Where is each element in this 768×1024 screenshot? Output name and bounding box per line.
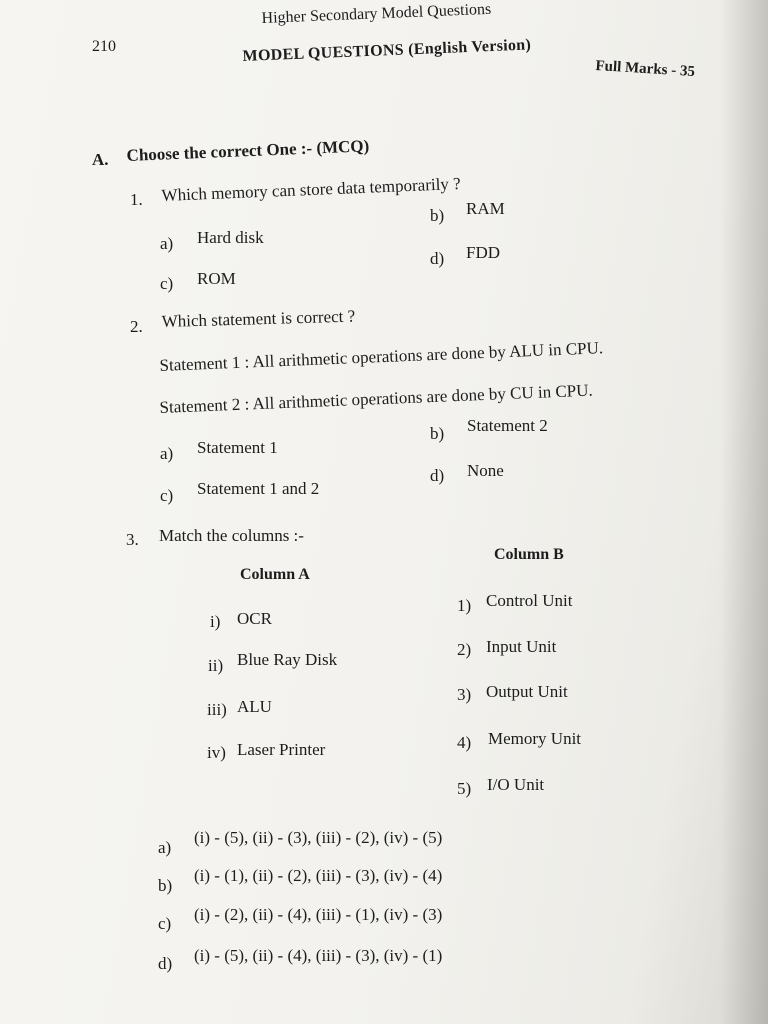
statement: Statement 2 : All arithmetic operations are done by CU in CPU.: [159, 380, 594, 418]
column-a-item: Laser Printer: [237, 740, 326, 759]
option-label: a): [158, 838, 172, 857]
column-b-label: 2): [457, 640, 472, 659]
column-a-item: Blue Ray Disk: [237, 650, 338, 669]
column-a-label: i): [210, 612, 221, 631]
section-label: A.: [92, 150, 109, 169]
column-b-title: Column B: [494, 546, 564, 563]
option-label: c): [158, 914, 172, 933]
column-b-item: Memory Unit: [488, 729, 582, 748]
column-a-label: ii): [208, 656, 224, 675]
option-label: b): [430, 424, 445, 443]
column-a-label: iii): [207, 700, 227, 719]
option-label: d): [430, 249, 445, 268]
option-text: (i) - (2), (ii) - (4), (iii) - (1), (iv) - (3): [194, 905, 443, 924]
option-text: ROM: [197, 269, 236, 288]
column-a-item: OCR: [237, 609, 272, 628]
option-label: d): [158, 954, 173, 973]
option-label: d): [430, 466, 445, 485]
page-number: 210: [92, 38, 116, 55]
option-text: Statement 1 and 2: [197, 479, 320, 498]
option-label: c): [160, 274, 174, 293]
column-b-item: Output Unit: [486, 682, 568, 701]
book-title: Higher Secondary Model Questions: [261, 0, 492, 28]
column-b-item: I/O Unit: [487, 775, 545, 794]
column-b-item: Control Unit: [486, 591, 573, 610]
question-number: 3.: [126, 530, 139, 549]
paper-title: MODEL QUESTIONS (English Version): [242, 36, 532, 66]
full-marks: Full Marks - 35: [595, 58, 696, 81]
question-number: 2.: [130, 317, 143, 336]
option-text: (i) - (5), (ii) - (3), (iii) - (2), (iv) - (5): [194, 828, 443, 847]
column-b-label: 1): [457, 596, 472, 615]
option-text: Hard disk: [197, 228, 264, 247]
option-label: b): [430, 206, 445, 225]
option-text: None: [467, 461, 504, 480]
question-text: Match the columns :-: [159, 526, 304, 545]
column-b-label: 3): [457, 685, 472, 704]
option-text: (i) - (1), (ii) - (2), (iii) - (3), (iv) - (4): [194, 866, 443, 885]
question-number: 1.: [130, 190, 143, 209]
option-label: b): [158, 876, 173, 895]
section-title: Choose the correct One :- (MCQ): [126, 136, 370, 166]
statement: Statement 1 : All arithmetic operations are done by ALU in CPU.: [159, 338, 604, 376]
question-text: Which statement is correct ?: [161, 306, 356, 332]
column-a-label: iv): [207, 743, 226, 762]
option-text: (i) - (5), (ii) - (4), (iii) - (3), (iv) - (1): [194, 946, 443, 965]
column-b-item: Input Unit: [486, 637, 557, 656]
page-shadow-edge: [720, 0, 768, 1024]
option-text: Statement 2: [467, 416, 548, 435]
option-label: a): [160, 444, 174, 463]
column-b-label: 5): [457, 779, 472, 798]
option-label: a): [160, 234, 174, 253]
option-text: Statement 1: [197, 438, 278, 457]
option-text: RAM: [466, 199, 505, 218]
question-text: Which memory can store data temporarily ?: [161, 174, 462, 206]
column-b-label: 4): [457, 733, 472, 752]
column-a-item: ALU: [237, 697, 272, 716]
column-a-title: Column A: [240, 566, 310, 583]
option-text: FDD: [466, 243, 501, 262]
option-label: c): [160, 486, 174, 505]
